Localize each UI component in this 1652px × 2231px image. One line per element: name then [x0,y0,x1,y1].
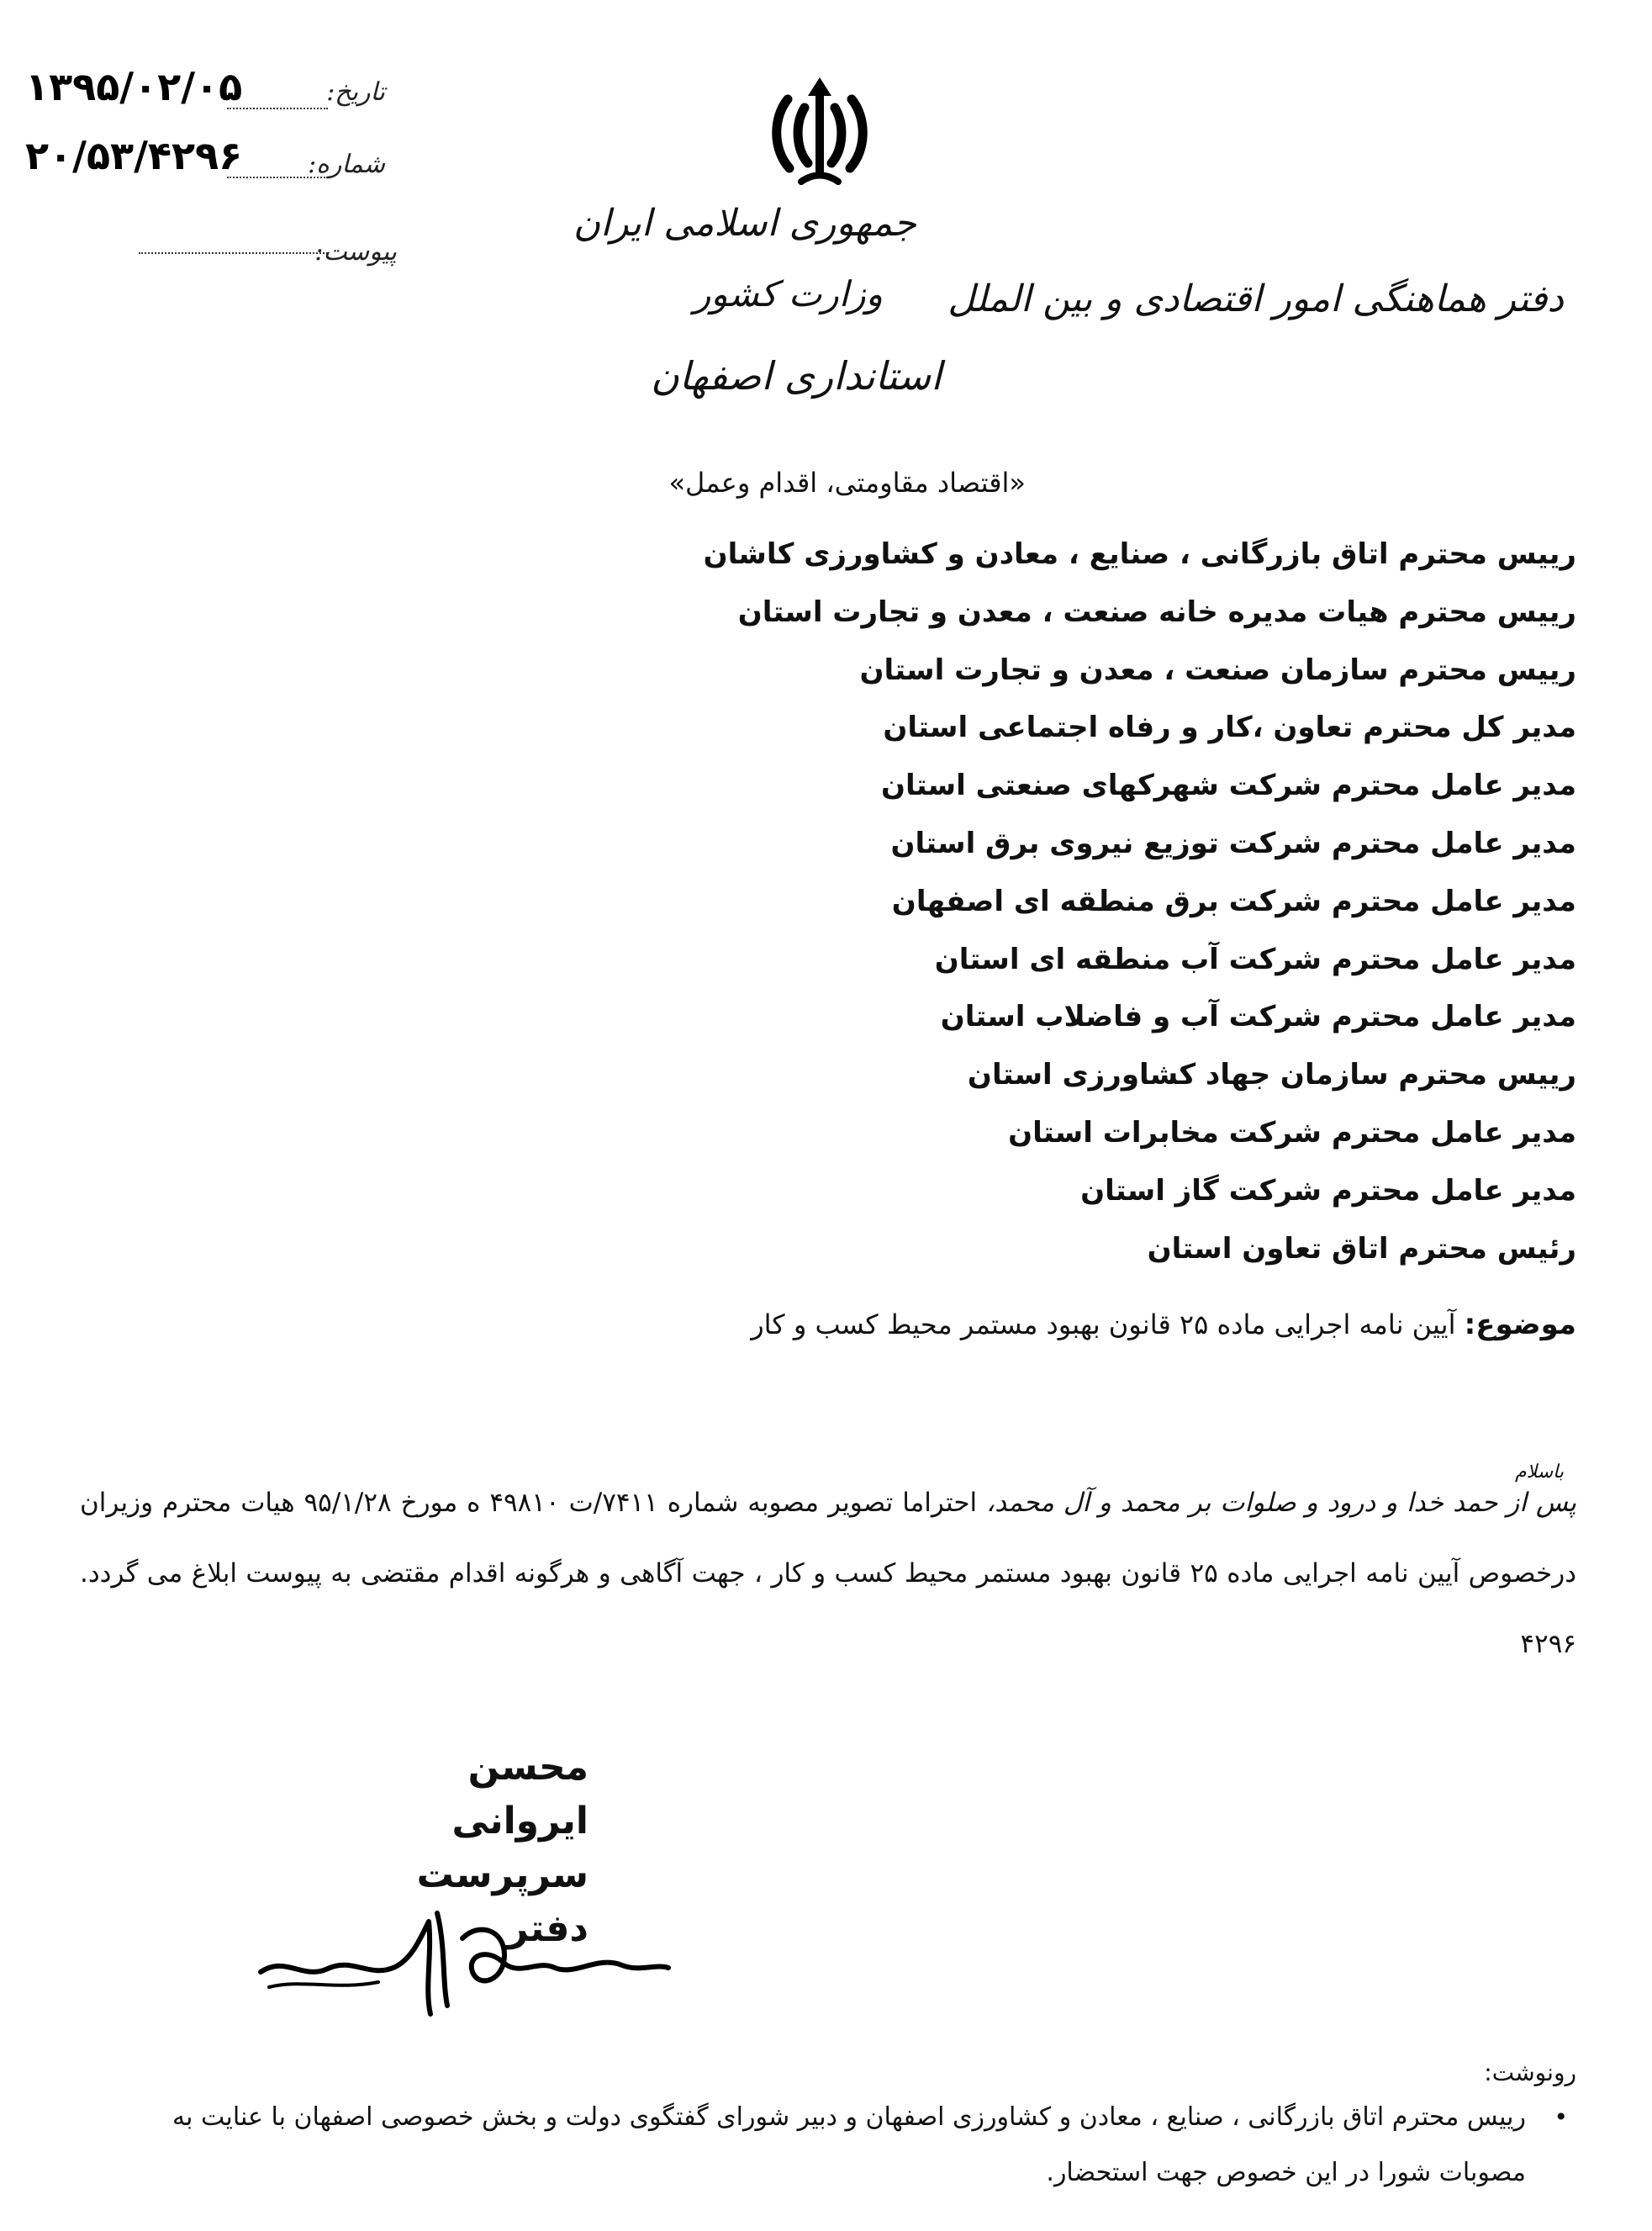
greeting: باسلام [1514,1462,1564,1483]
cc-label: رونوشت: [1484,2059,1576,2086]
body-text: احتراما تصویر مصوبه شماره ۷۴۱۱/ت ۴۹۸۱۰ ه مورخ ۹۵/۱/۲۸ هیات محترم وزیران درخصوص آیین نامه اجرایی ماده ۲۵ قانون بهبود مستمر محیط کسب و کار ، جهت آگاهی و هرگونه اقدام مقتضی به پیوست ابلاغ می گردد. ۴۲۹۶ [80,1488,1576,1659]
subject-label: موضوع: [1464,1308,1576,1341]
recipient-line: مدیر عامل محترم شرکت توزیع نیروی برق استان [890,826,1576,860]
slogan: «اقتصاد مقاومتی، اقدام وعمل» [668,467,1026,499]
recipient-line: مدیر عامل محترم شرکت آب و فاضلاب استان [940,1000,1576,1034]
body-paragraph [80,1467,1576,1679]
subject-line [673,1308,1576,1341]
cc-item-text: رییس محترم اتاق بازرگانی ، صنایع ، معادن و کشاورزی اصفهان و دبیر شورای گفتگوی دولت و بخش خصوصی اصفهان با عنایت به مصوبات شورا در این خصوص جهت استحضار. [172,2102,1526,2187]
cc-item [80,2090,1576,2201]
recipient-line: مدیر عامل محترم شرکت آب منطقه ای استان [934,942,1576,976]
body-salutation: پس از حمد خدا و درود و صلوات بر محمد و آل محمد، [986,1488,1576,1518]
subject-text: آیین نامه اجرایی ماده ۲۵ قانون بهبود مستمر محیط کسب و کار [751,1308,1456,1340]
recipient-line: رییس محترم سازمان جهاد کشاورزی استان [967,1058,1576,1092]
signatory-name: محسن ایروانی [451,1746,588,1842]
header-ministry: وزارت کشور [694,273,883,315]
recipient-line: رییس محترم اتاق بازرگانی ، صنایع ، معادن و کشاورزی کاشان [703,537,1576,571]
header-country: جمهوری اسلامی ایران [573,202,916,245]
number-label: شماره: [308,150,385,179]
date-dotted-line [227,108,328,109]
recipient-line: رییس محترم هیات مدیره خانه صنعت ، معدن و تجارت استان [737,595,1576,629]
recipient-line: مدیر عامل محترم شرکت برق منطقه ای اصفهان [891,884,1576,918]
attachment-dotted-line [139,252,328,254]
iran-emblem-icon [769,66,870,192]
recipient-line: مدیر عامل محترم شرکت مخابرات استان [1008,1115,1576,1150]
number-value: ۲۰/۵۳/۴۲۹۶ [25,133,243,178]
signatory-title: سرپرست دفتر [416,1853,588,1950]
recipient-line: مدیر عامل محترم شرکت شهرکهای صنعتی استان [880,769,1576,803]
attachment-label: پیوست: [314,237,397,267]
bullet-icon: • [1554,2103,1568,2131]
cc-list [80,2090,1576,2201]
handwritten-signature [252,1888,673,2022]
date-label: تاریخ: [326,77,385,107]
office-title: دفتر هماهنگی امور اقتصادی و بین الملل [947,278,1564,320]
header-governorate: استانداری اصفهان [651,353,942,399]
recipients-list [703,526,1576,1277]
recipient-line: رئیس محترم اتاق تعاون استان [1147,1231,1576,1266]
date-value: ۱۳۹۵/۰۲/۰۵ [25,64,243,109]
recipient-line: مدیر کل محترم تعاون ،کار و رفاه اجتماعی استان [883,711,1576,745]
recipient-line: رییس محترم سازمان صنعت ، معدن و تجارت استان [859,653,1576,687]
recipient-line: مدیر عامل محترم شرکت گاز استان [1080,1173,1576,1208]
